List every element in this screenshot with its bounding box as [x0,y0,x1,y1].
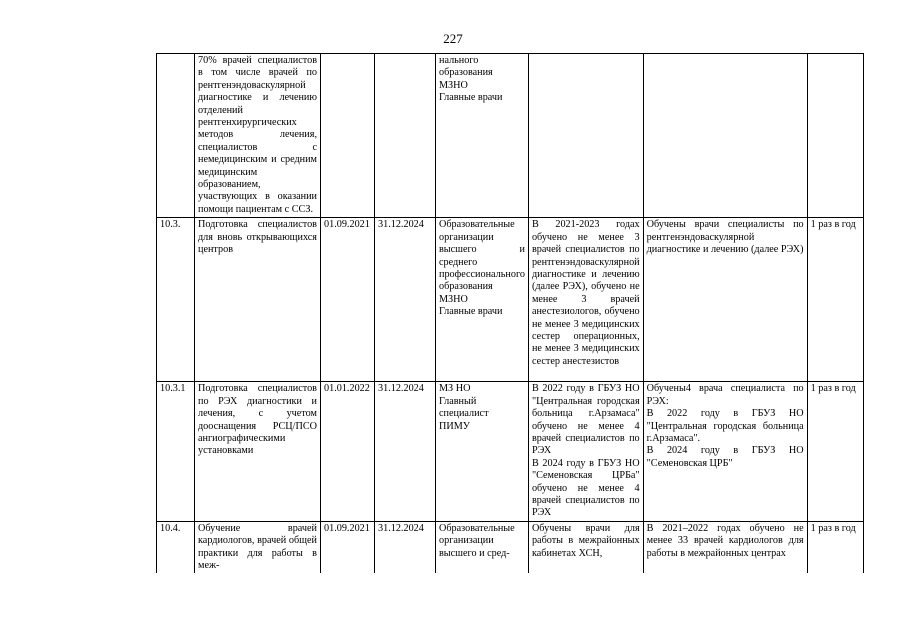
cell-activity [195,521,321,573]
cell-text: 01.01.2022 [324,383,370,395]
cell-indicator [643,521,807,573]
cell-text: 1 раз в год [810,522,856,534]
table-row [157,521,864,573]
cell-result [528,218,643,382]
cell-text: Главные врачи [439,92,503,104]
cell-text: МЗНО [439,293,468,305]
cell-text: 10.3. [160,219,181,231]
cell-periodicity [807,521,863,573]
cell-text: В 2021–2022 годах обучено не менее 33 врачей кардиологов для работы в межрайонных центрах [646,522,804,559]
cell-text: 31.12.2024 [378,522,424,534]
cell-text: ПИМУ [439,420,470,432]
cell-activity [195,218,321,382]
cell-end [375,54,436,218]
cell-end [375,218,436,382]
cell-start [321,521,375,573]
cell-text: 10.4. [160,522,181,534]
cell-text: 01.09.2021 [324,219,370,231]
cell-text: Обучены4 врача специалиста по РЭХ: [646,383,804,407]
cell-text: нального образования [439,55,493,79]
cell-responsible [436,382,529,521]
cell-text: 01.09.2021 [324,522,370,534]
cell-text: МЗ НО [439,383,471,395]
plan-table [156,53,864,573]
cell-num [157,218,195,382]
cell-end [375,382,436,521]
cell-indicator [643,382,807,521]
cell-result [528,382,643,521]
table-body [157,54,864,574]
cell-indicator [643,218,807,382]
cell-responsible [436,521,529,573]
cell-periodicity [807,382,863,521]
cell-text: 70% врачей специалистов в том числе врачей по рентгенэндоваскулярной диагностике и лечению отделений рентгенхирургических методов лечения, специалистов с немедицинским и средним медицинским образованием, участвующих в оказании помощи пациентам с ССЗ. [198,55,317,215]
cell-text: Главные врачи [439,306,503,318]
cell-end [375,521,436,573]
table-row [157,54,864,218]
cell-text: 1 раз в год [810,383,856,395]
cell-start [321,54,375,218]
cell-result [528,54,643,218]
cell-text: 31.12.2024 [378,219,424,231]
cell-text: 31.12.2024 [378,383,424,395]
cell-num [157,382,195,521]
cell-start [321,382,375,521]
cell-text: Подготовка специалистов по РЭХ диагностики и лечения, с учетом дооснащения РСЦ/ПСО ангиографическими установками [198,383,317,457]
cell-text: Обучены врачи специалисты по рентгенэндоваскулярной диагностике и лечению (далее РЭХ) [646,219,804,256]
cell-activity [195,382,321,521]
cell-responsible [436,218,529,382]
cell-text: Главный специалист [439,395,489,420]
cell-text: Обучение врачей кардиологов, врачей общей практики для работы в меж- [198,522,317,571]
cell-text: В 2024 году в ГБУЗ НО "Семеновская ЦРБа" обучено не менее 4 врачей специалистов по РЭХ [531,457,640,519]
cell-text: 1 раз в год [810,219,856,231]
cell-text: В 2022 году в ГБУЗ НО "Центральная городская больница г.Арзамаса". [646,408,804,444]
cell-num [157,521,195,573]
page-number: 227 [443,31,463,46]
cell-text: Подготовка специалистов для вновь открывающихся центров [198,219,317,256]
cell-activity [195,54,321,218]
table-row [157,218,864,382]
cell-indicator [643,54,807,218]
cell-text: Образовательные организации высшего и среднего профессионального образования [439,219,525,293]
cell-text: В 2024 году в ГБУЗ НО "Семеновская ЦРБ" [646,445,804,469]
cell-responsible [436,54,529,218]
cell-text: В 2022 году в ГБУЗ НО "Центральная городская больница г.Арзамаса" обучено не менее 4 врачей специалистов по РЭХ [531,383,640,457]
cell-start [321,218,375,382]
cell-text: 10.3.1 [160,383,186,395]
cell-text: МЗНО [439,79,468,91]
cell-text: Обучены врачи для работы в межрайонных кабинетах ХСН, [531,522,640,559]
cell-periodicity [807,54,863,218]
cell-periodicity [807,218,863,382]
cell-text: Образовательные организации высшего и сред- [439,522,515,559]
cell-num [157,54,195,218]
cell-result [528,521,643,573]
cell-text: В 2021-2023 годах обучено не менее 3 врачей специалистов по рентгенэндоваскулярной диагностике и лечению (далее РЭХ), обучено не менее 3 врачей анестезиологов, обучено не менее 3 медицинских сестер операционных, не менее 3 медицинских сестер анестезистов [531,219,640,367]
table-row [157,382,864,521]
